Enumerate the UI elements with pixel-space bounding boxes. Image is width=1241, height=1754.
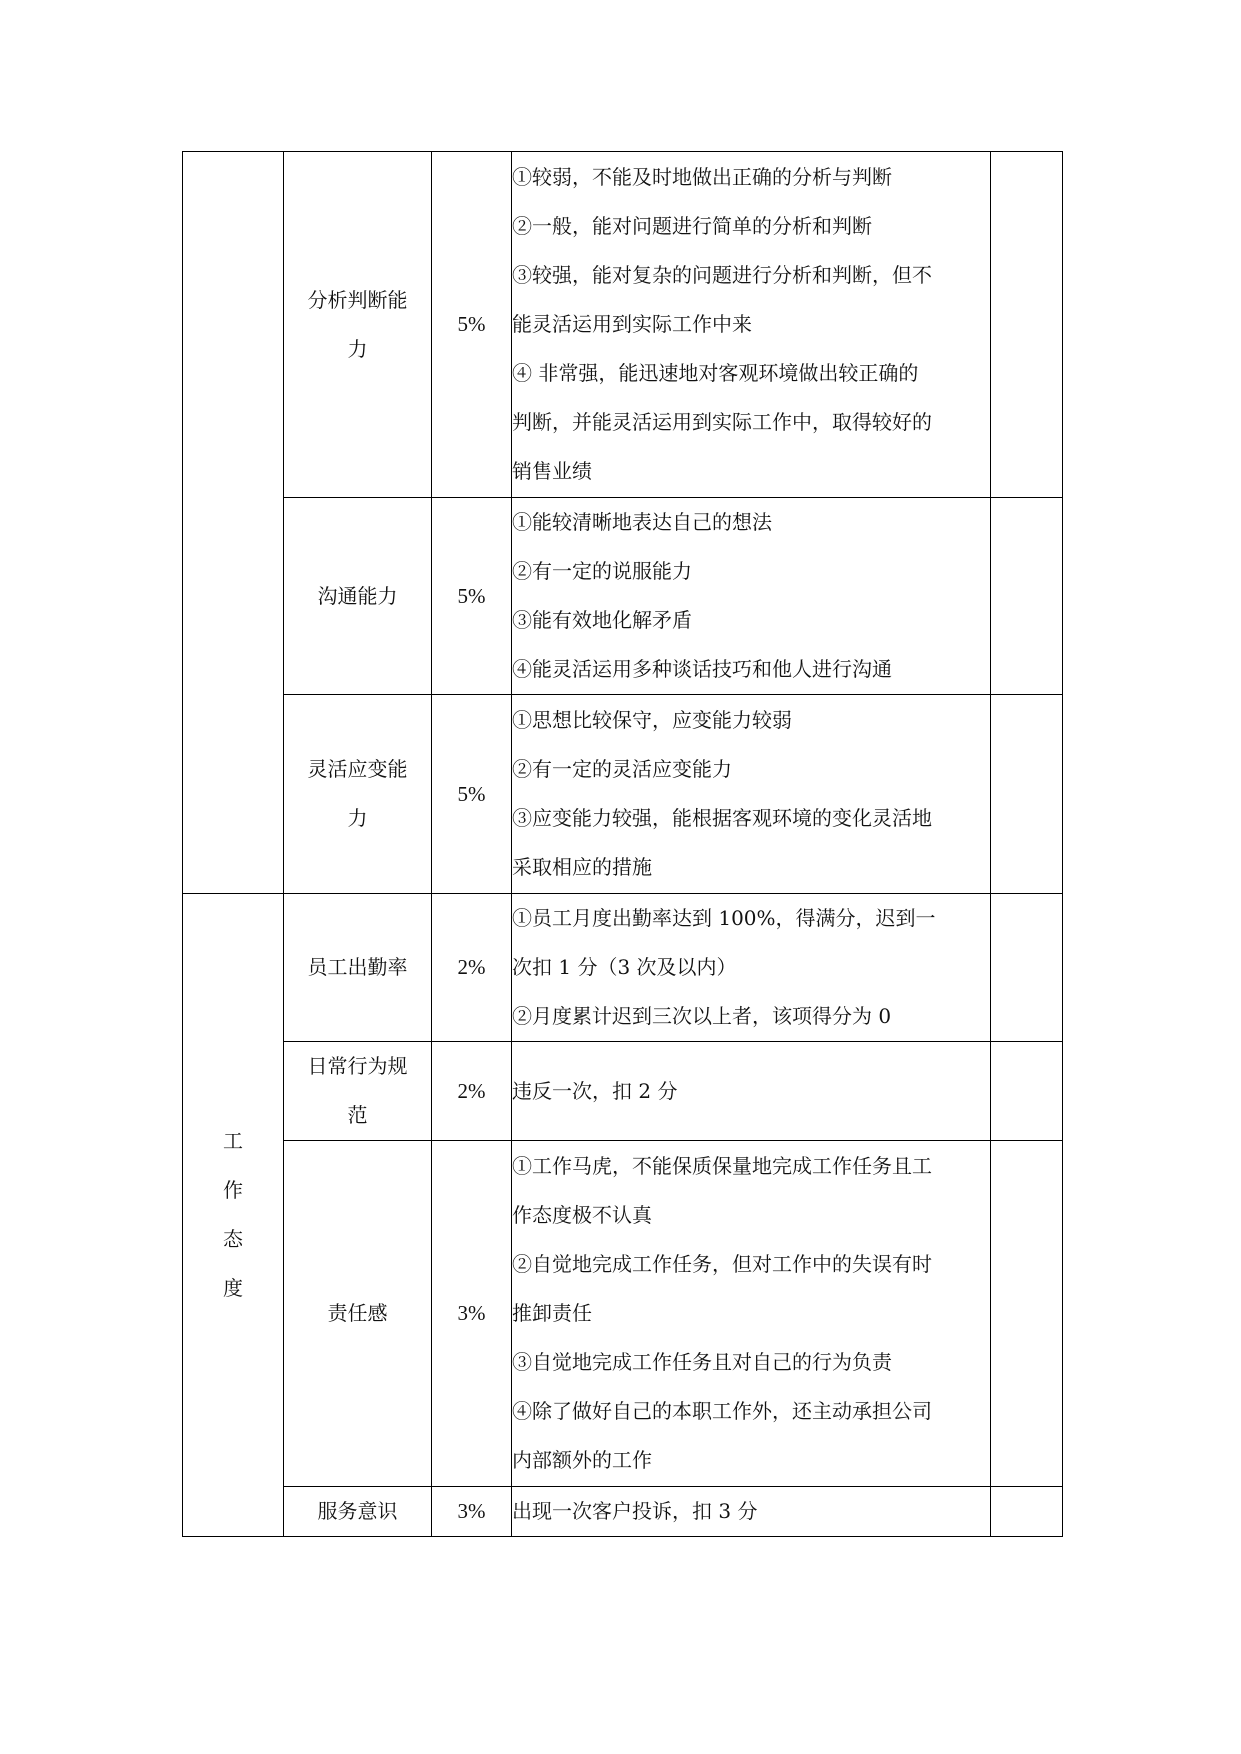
item-name-cell <box>284 152 432 498</box>
table-row <box>183 1487 1063 1537</box>
score-cell <box>991 152 1063 498</box>
criteria-line: 内部额外的工作 <box>512 1448 652 1472</box>
item-name-line: 沟通能力 <box>317 583 398 608</box>
category-char: 作 <box>223 1178 243 1202</box>
item-name-line: 服务意识 <box>317 1499 398 1523</box>
table-row <box>183 1141 1063 1487</box>
criteria-line: 作态度极不认真 <box>512 1203 652 1227</box>
weight-cell: 2% <box>432 894 512 1042</box>
item-name-line: 力 <box>347 806 368 830</box>
criteria-line: ③较强，能对复杂的问题进行分析和判断，但不 <box>512 263 932 287</box>
criteria-cell <box>512 695 991 894</box>
criteria-line: ③能有效地化解矛盾 <box>512 608 692 632</box>
score-cell <box>991 894 1063 1042</box>
item-name-line: 分析判断能 <box>307 287 408 312</box>
table-row <box>183 152 1063 498</box>
table-row <box>183 894 1063 1042</box>
score-cell <box>991 498 1063 695</box>
weight-cell: 5% <box>432 498 512 695</box>
criteria-line: ②一般，能对问题进行简单的分析和判断 <box>512 214 872 238</box>
criteria-line: 推卸责任 <box>512 1301 592 1325</box>
criteria-cell <box>512 1042 991 1141</box>
table-row <box>183 1042 1063 1141</box>
criteria-line: 出现一次客户投诉，扣 3 分 <box>512 1499 758 1523</box>
item-name-line: 灵活应变能 <box>307 757 408 781</box>
category-cell-work-attitude <box>183 894 284 1537</box>
score-cell <box>991 1141 1063 1487</box>
criteria-line: ③应变能力较强，能根据客观环境的变化灵活地 <box>512 806 932 830</box>
item-name-cell <box>284 1042 432 1141</box>
item-name-cell <box>284 894 432 1042</box>
criteria-cell <box>512 152 991 498</box>
table-row <box>183 498 1063 695</box>
table-row <box>183 695 1063 894</box>
weight-cell: 2% <box>432 1042 512 1141</box>
criteria-line: 能灵活运用到实际工作中来 <box>512 312 752 336</box>
criteria-cell <box>512 1487 991 1537</box>
score-cell <box>991 1487 1063 1537</box>
category-cell-empty <box>183 152 284 894</box>
item-name-line: 日常行为规 <box>307 1054 408 1078</box>
item-name-line: 力 <box>347 336 368 361</box>
criteria-line: ②自觉地完成工作任务，但对工作中的失误有时 <box>512 1252 932 1276</box>
criteria-cell <box>512 894 991 1042</box>
criteria-line: ①工作马虎，不能保质保量地完成工作任务且工 <box>512 1154 932 1178</box>
criteria-line: ①思想比较保守，应变能力较弱 <box>512 708 792 732</box>
weight-cell: 5% <box>432 152 512 498</box>
criteria-line: ②有一定的灵活应变能力 <box>512 757 732 781</box>
item-name-cell <box>284 1141 432 1487</box>
weight-cell: 3% <box>432 1141 512 1487</box>
item-name-line: 员工出勤率 <box>307 955 408 979</box>
evaluation-table <box>182 151 1063 1537</box>
item-name-cell <box>284 695 432 894</box>
category-char: 态 <box>223 1227 243 1251</box>
criteria-line: ①员工月度出勤率达到 100%，得满分，迟到一 <box>512 906 936 930</box>
criteria-line: ④除了做好自己的本职工作外，还主动承担公司 <box>512 1399 932 1423</box>
criteria-line: ②月度累计迟到三次以上者，该项得分为 0 <box>512 1004 892 1028</box>
weight-cell: 3% <box>432 1487 512 1537</box>
item-name-line: 责任感 <box>327 1301 388 1325</box>
score-cell <box>991 695 1063 894</box>
criteria-line: ④ 非常强，能迅速地对客观环境做出较正确的 <box>512 361 919 385</box>
item-name-cell <box>284 498 432 695</box>
criteria-cell <box>512 1141 991 1487</box>
item-name-cell <box>284 1487 432 1537</box>
score-cell <box>991 1042 1063 1141</box>
criteria-line: ③自觉地完成工作任务且对自己的行为负责 <box>512 1350 892 1374</box>
item-name-line: 范 <box>347 1103 368 1127</box>
criteria-line: ①较弱，不能及时地做出正确的分析与判断 <box>512 165 892 189</box>
category-char: 度 <box>223 1276 243 1300</box>
criteria-line: 次扣 1 分（3 次及以内） <box>512 955 737 979</box>
criteria-line: 采取相应的措施 <box>512 855 652 879</box>
criteria-line: 违反一次，扣 2 分 <box>512 1078 678 1103</box>
criteria-cell <box>512 498 991 695</box>
criteria-line: 判断，并能灵活运用到实际工作中，取得较好的 <box>512 410 932 434</box>
criteria-line: ②有一定的说服能力 <box>512 559 692 583</box>
criteria-line: 销售业绩 <box>512 459 592 483</box>
weight-cell: 5% <box>432 695 512 894</box>
criteria-line: ④能灵活运用多种谈话技巧和他人进行沟通 <box>512 657 892 681</box>
category-char: 工 <box>223 1129 243 1153</box>
criteria-line: ①能较清晰地表达自己的想法 <box>512 510 772 534</box>
